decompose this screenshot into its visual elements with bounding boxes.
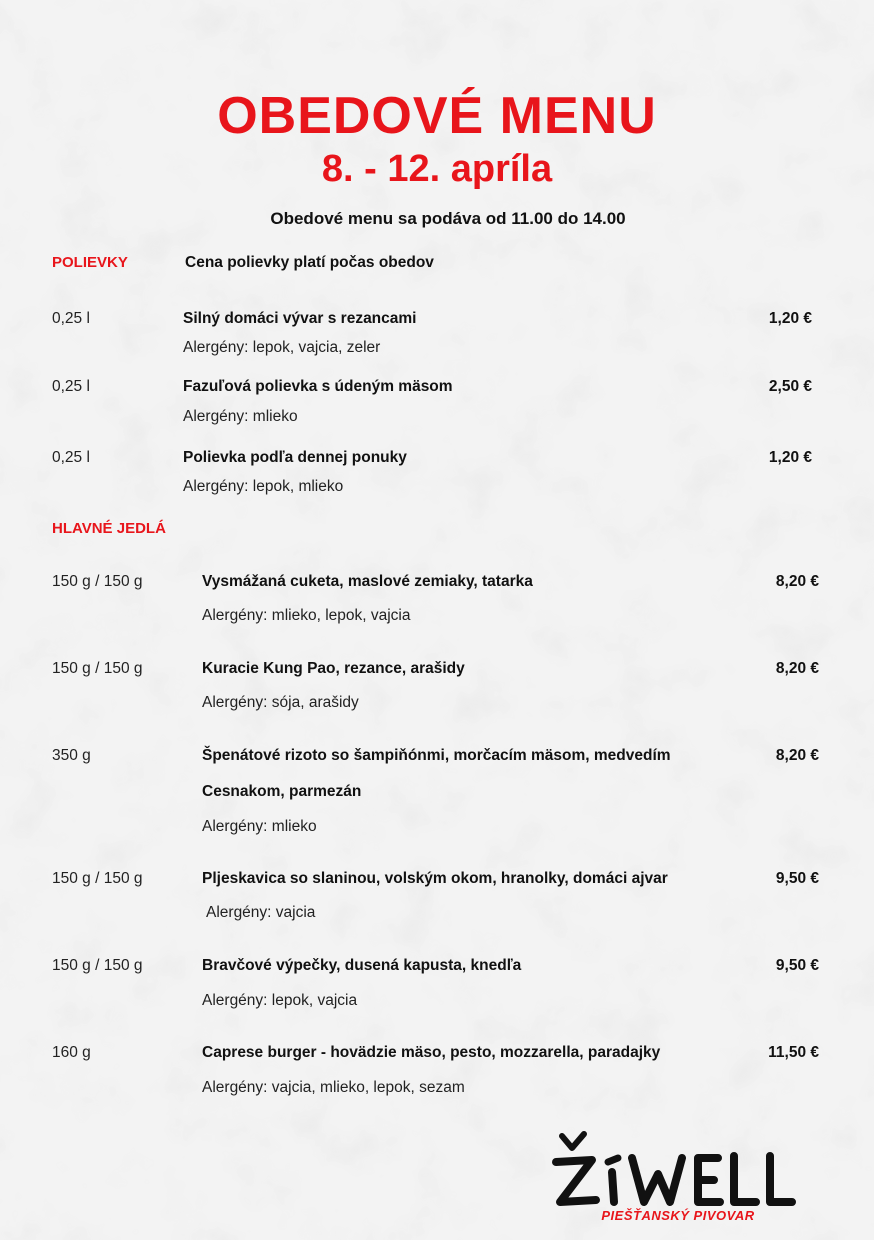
main-allergens: Alergény: vajcia xyxy=(206,904,316,921)
soup-quantity: 0,25 l xyxy=(52,378,90,395)
soup-name: Fazuľová polievka s údeným mäsom xyxy=(183,378,453,395)
main-quantity: 150 g / 150 g xyxy=(52,957,143,974)
main-allergens: Alergény: vajcia, mlieko, lepok, sezam xyxy=(202,1079,465,1096)
soup-price: 1,20 € xyxy=(768,449,812,466)
main-name: Špenátové rizoto so šampiňónmi, morčacím mäsom, medvedím xyxy=(202,747,671,764)
ziwell-logo-mark xyxy=(556,1134,792,1202)
main-price: 8,20 € xyxy=(775,660,819,677)
main-allergens: Alergény: sója, arašidy xyxy=(202,694,359,711)
main-price: 8,20 € xyxy=(775,747,819,764)
menu-title: OBEDOVÉ MENU xyxy=(217,87,657,145)
soup-quantity: 0,25 l xyxy=(52,449,90,466)
main-name: Pljeskavica so slaninou, volským okom, hranolky, domáci ajvar xyxy=(202,870,668,887)
soup-name: Polievka podľa dennej ponuky xyxy=(183,449,407,466)
soups-price-note: Cena polievky platí počas obedov xyxy=(185,254,434,271)
main-price: 9,50 € xyxy=(775,870,819,887)
main-name: Bravčové výpečky, dusená kapusta, knedľa xyxy=(202,957,522,974)
soup-allergens: Alergény: mlieko xyxy=(183,408,298,425)
main-allergens: Alergény: lepok, vajcia xyxy=(202,992,358,1009)
main-price: 8,20 € xyxy=(775,573,819,590)
soup-name: Silný domáci vývar s rezancami xyxy=(183,310,417,327)
main-name-continued: Cesnakom, parmezán xyxy=(202,783,362,800)
soup-quantity: 0,25 l xyxy=(52,310,90,327)
main-quantity: 160 g xyxy=(52,1044,91,1061)
main-quantity: 350 g xyxy=(52,747,91,764)
main-allergens: Alergény: mlieko xyxy=(202,818,317,835)
main-quantity: 150 g / 150 g xyxy=(52,660,143,677)
ziwell-logo xyxy=(548,1128,808,1228)
serving-time: Obedové menu sa podáva od 11.00 do 14.00 xyxy=(270,209,626,228)
soups-section-label: POLIEVKY xyxy=(52,254,128,271)
menu-dates: 8. - 12. apríla xyxy=(321,148,553,190)
main-price: 11,50 € xyxy=(768,1044,819,1061)
mains-section-label: HLAVNÉ JEDLÁ xyxy=(52,520,166,537)
soup-allergens: Alergény: lepok, mlieko xyxy=(183,478,344,495)
main-quantity: 150 g / 150 g xyxy=(52,573,143,590)
main-name: Kuracie Kung Pao, rezance, arašidy xyxy=(202,660,465,677)
main-quantity: 150 g / 150 g xyxy=(52,870,143,887)
main-allergens: Alergény: mlieko, lepok, vajcia xyxy=(202,607,411,624)
logo-tagline: PIEŠŤANSKÝ PIVOVAR xyxy=(601,1208,755,1223)
soup-allergens: Alergény: lepok, vajcia, zeler xyxy=(183,339,381,356)
main-name: Caprese burger - hovädzie mäso, pesto, mozzarella, paradajky xyxy=(202,1044,661,1061)
main-price: 9,50 € xyxy=(775,957,819,974)
main-name: Vysmážaná cuketa, maslové zemiaky, tatarka xyxy=(202,573,533,590)
soup-price: 1,20 € xyxy=(768,310,812,327)
soup-price: 2,50 € xyxy=(768,378,812,395)
